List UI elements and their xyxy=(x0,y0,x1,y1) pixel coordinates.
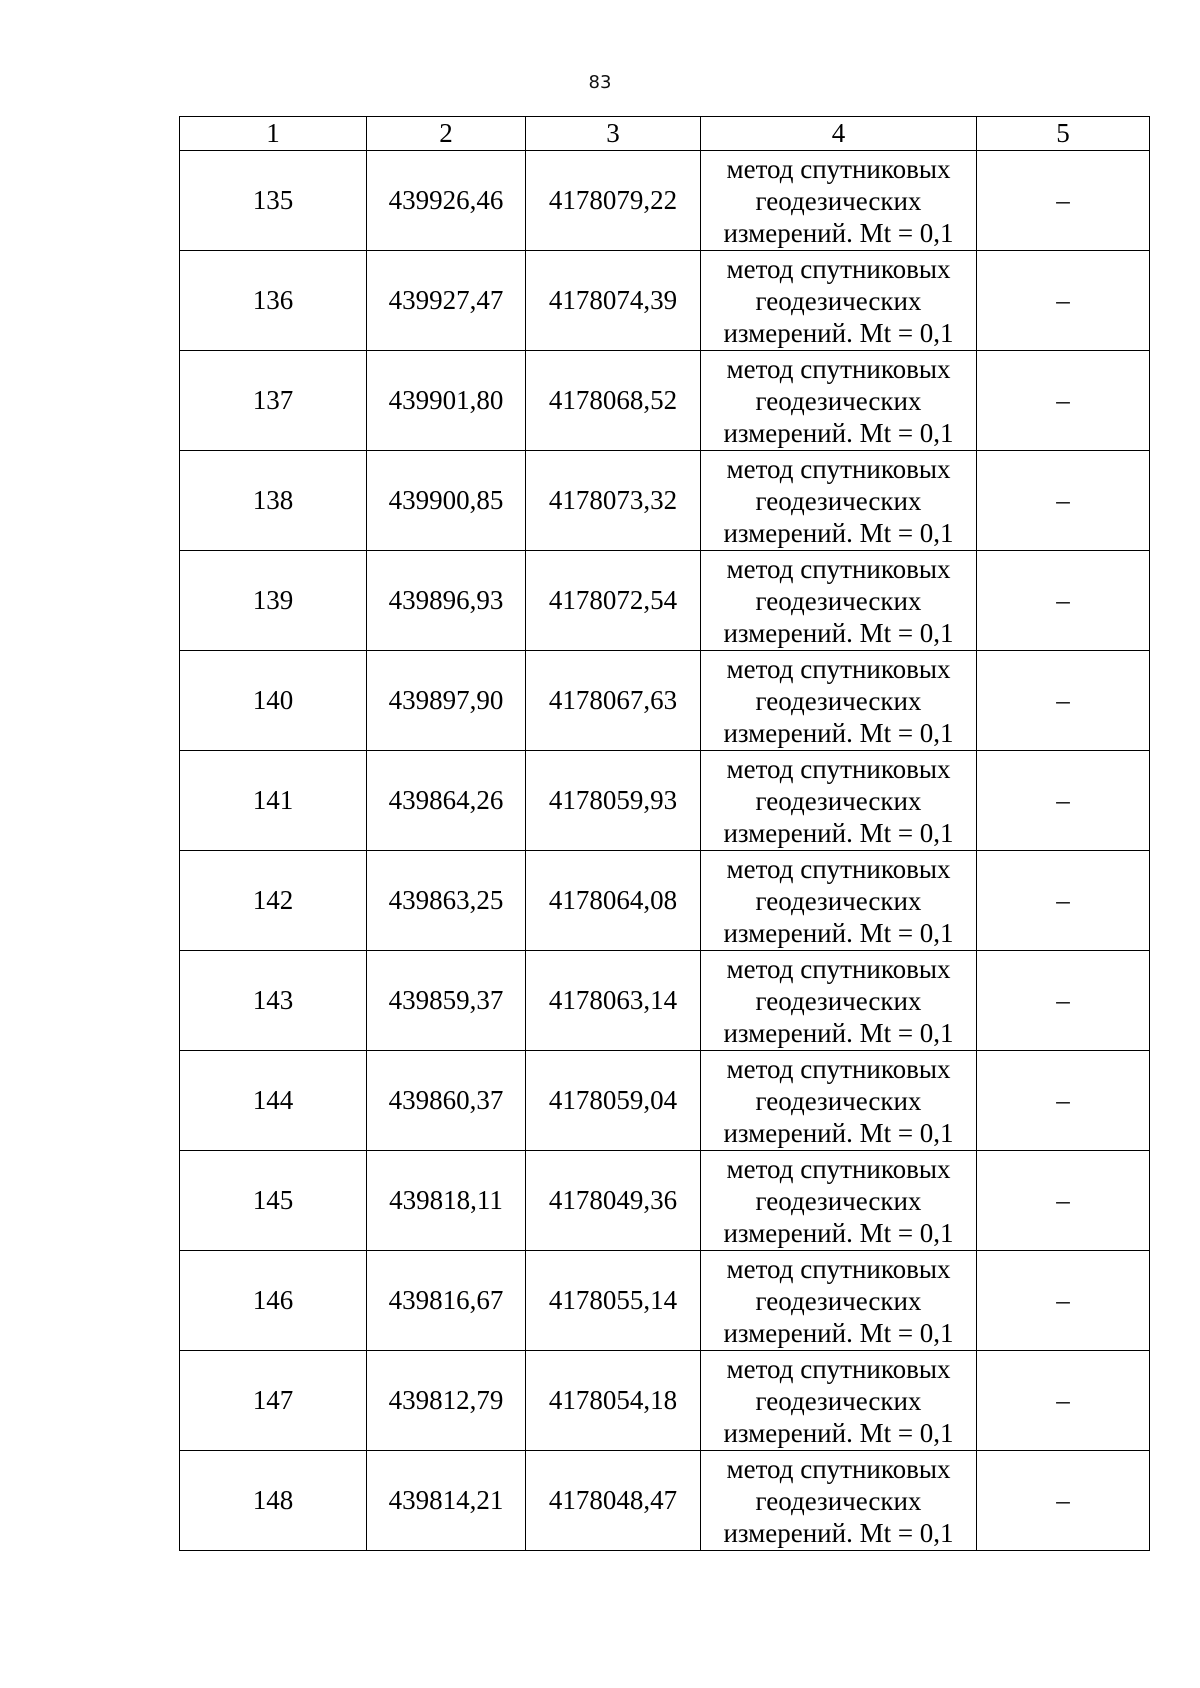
x-coordinate-cell: 439863,25 xyxy=(367,851,526,951)
x-coordinate-cell: 439816,67 xyxy=(367,1251,526,1351)
y-coordinate-cell: 4178063,14 xyxy=(526,951,701,1051)
table-row xyxy=(180,251,1150,351)
x-coordinate-cell: 439926,46 xyxy=(367,151,526,251)
point-number-cell: 140 xyxy=(180,651,367,751)
method-text-line: метод спутниковых xyxy=(726,1253,951,1284)
note-cell: – xyxy=(977,151,1150,251)
method-text-line: измерений. Mt = 0,1 xyxy=(723,1517,954,1548)
method-text-line: геодезических xyxy=(755,1285,922,1316)
point-number-cell: 141 xyxy=(180,751,367,851)
point-number-cell: 135 xyxy=(180,151,367,251)
y-coordinate-cell: 4178068,52 xyxy=(526,351,701,451)
x-coordinate-cell: 439859,37 xyxy=(367,951,526,1051)
method-text-line: измерений. Mt = 0,1 xyxy=(723,917,954,948)
method-cell xyxy=(701,651,977,751)
method-text-line: измерений. Mt = 0,1 xyxy=(723,1317,954,1348)
method-cell xyxy=(701,1151,977,1251)
x-coordinate-cell: 439814,21 xyxy=(367,1451,526,1551)
method-text-line: метод спутниковых xyxy=(726,1453,951,1484)
method-text-line: измерений. Mt = 0,1 xyxy=(723,1417,954,1448)
x-coordinate-cell: 439897,90 xyxy=(367,651,526,751)
method-cell xyxy=(701,551,977,651)
method-cell xyxy=(701,251,977,351)
page-number: 83 xyxy=(588,72,612,93)
method-text-line: геодезических xyxy=(755,785,922,816)
note-cell: – xyxy=(977,1351,1150,1451)
method-text-line: геодезических xyxy=(755,485,922,516)
table-row xyxy=(180,1051,1150,1151)
method-text-line: метод спутниковых xyxy=(726,653,951,684)
y-coordinate-cell: 4178072,54 xyxy=(526,551,701,651)
point-number-cell: 148 xyxy=(180,1451,367,1551)
method-text-line: измерений. Mt = 0,1 xyxy=(723,417,954,448)
point-number-cell: 138 xyxy=(180,451,367,551)
method-cell xyxy=(701,151,977,251)
note-cell: – xyxy=(977,451,1150,551)
table-row xyxy=(180,1251,1150,1351)
method-text-line: геодезических xyxy=(755,385,922,416)
x-coordinate-cell: 439927,47 xyxy=(367,251,526,351)
method-text-line: геодезических xyxy=(755,1485,922,1516)
table-row xyxy=(180,551,1150,651)
table-row xyxy=(180,1351,1150,1451)
y-coordinate-cell: 4178054,18 xyxy=(526,1351,701,1451)
point-number-cell: 146 xyxy=(180,1251,367,1351)
table-row xyxy=(180,151,1150,251)
note-cell: – xyxy=(977,651,1150,751)
method-text-line: измерений. Mt = 0,1 xyxy=(723,717,954,748)
x-coordinate-cell: 439860,37 xyxy=(367,1051,526,1151)
method-text-line: геодезических xyxy=(755,185,922,216)
table-row xyxy=(180,851,1150,951)
point-number-cell: 145 xyxy=(180,1151,367,1251)
x-coordinate-cell: 439864,26 xyxy=(367,751,526,851)
method-text-line: геодезических xyxy=(755,285,922,316)
method-text-line: метод спутниковых xyxy=(726,953,951,984)
method-cell xyxy=(701,1051,977,1151)
column-header-3: 3 xyxy=(526,117,701,151)
method-text-line: метод спутниковых xyxy=(726,1353,951,1384)
x-coordinate-cell: 439900,85 xyxy=(367,451,526,551)
method-text-line: измерений. Mt = 0,1 xyxy=(723,1017,954,1048)
table-row xyxy=(180,751,1150,851)
x-coordinate-cell: 439896,93 xyxy=(367,551,526,651)
y-coordinate-cell: 4178055,14 xyxy=(526,1251,701,1351)
table-row xyxy=(180,1451,1150,1551)
method-cell xyxy=(701,1351,977,1451)
y-coordinate-cell: 4178067,63 xyxy=(526,651,701,751)
method-text-line: измерений. Mt = 0,1 xyxy=(723,1217,954,1248)
point-number-cell: 143 xyxy=(180,951,367,1051)
table-row xyxy=(180,451,1150,551)
point-number-cell: 142 xyxy=(180,851,367,951)
note-cell: – xyxy=(977,1051,1150,1151)
x-coordinate-cell: 439812,79 xyxy=(367,1351,526,1451)
table-body xyxy=(180,151,1150,1551)
method-text-line: геодезических xyxy=(755,1085,922,1116)
point-number-cell: 144 xyxy=(180,1051,367,1151)
method-text-line: измерений. Mt = 0,1 xyxy=(723,817,954,848)
table-header-row xyxy=(180,117,1150,151)
table-row xyxy=(180,1151,1150,1251)
method-text-line: геодезических xyxy=(755,1185,922,1216)
point-number-cell: 136 xyxy=(180,251,367,351)
method-text-line: измерений. Mt = 0,1 xyxy=(723,517,954,548)
note-cell: – xyxy=(977,551,1150,651)
method-text-line: метод спутниковых xyxy=(726,1053,951,1084)
column-header-4: 4 xyxy=(701,117,977,151)
y-coordinate-cell: 4178064,08 xyxy=(526,851,701,951)
method-text-line: геодезических xyxy=(755,585,922,616)
method-text-line: измерений. Mt = 0,1 xyxy=(723,217,954,248)
note-cell: – xyxy=(977,1251,1150,1351)
table-row xyxy=(180,351,1150,451)
y-coordinate-cell: 4178048,47 xyxy=(526,1451,701,1551)
column-header-1: 1 xyxy=(180,117,367,151)
method-text-line: геодезических xyxy=(755,885,922,916)
method-cell xyxy=(701,1251,977,1351)
method-cell xyxy=(701,351,977,451)
y-coordinate-cell: 4178073,32 xyxy=(526,451,701,551)
y-coordinate-cell: 4178074,39 xyxy=(526,251,701,351)
method-text-line: геодезических xyxy=(755,1385,922,1416)
note-cell: – xyxy=(977,351,1150,451)
point-number-cell: 137 xyxy=(180,351,367,451)
note-cell: – xyxy=(977,751,1150,851)
method-text-line: геодезических xyxy=(755,685,922,716)
method-cell xyxy=(701,451,977,551)
note-cell: – xyxy=(977,951,1150,1051)
note-cell: – xyxy=(977,851,1150,951)
y-coordinate-cell: 4178049,36 xyxy=(526,1151,701,1251)
method-text-line: метод спутниковых xyxy=(726,753,951,784)
point-number-cell: 147 xyxy=(180,1351,367,1451)
column-header-5: 5 xyxy=(977,117,1150,151)
method-text-line: измерений. Mt = 0,1 xyxy=(723,1117,954,1148)
method-text-line: метод спутниковых xyxy=(726,1153,951,1184)
method-text-line: метод спутниковых xyxy=(726,453,951,484)
method-text-line: метод спутниковых xyxy=(726,553,951,584)
x-coordinate-cell: 439901,80 xyxy=(367,351,526,451)
method-cell xyxy=(701,851,977,951)
method-text-line: измерений. Mt = 0,1 xyxy=(723,617,954,648)
coordinates-table xyxy=(179,116,1150,1551)
note-cell: – xyxy=(977,1151,1150,1251)
x-coordinate-cell: 439818,11 xyxy=(367,1151,526,1251)
method-cell xyxy=(701,751,977,851)
method-cell xyxy=(701,951,977,1051)
method-text-line: метод спутниковых xyxy=(726,353,951,384)
note-cell: – xyxy=(977,1451,1150,1551)
method-text-line: измерений. Mt = 0,1 xyxy=(723,317,954,348)
table-row xyxy=(180,651,1150,751)
column-header-2: 2 xyxy=(367,117,526,151)
y-coordinate-cell: 4178079,22 xyxy=(526,151,701,251)
y-coordinate-cell: 4178059,93 xyxy=(526,751,701,851)
method-text-line: метод спутниковых xyxy=(726,253,951,284)
table-row xyxy=(180,951,1150,1051)
y-coordinate-cell: 4178059,04 xyxy=(526,1051,701,1151)
method-cell xyxy=(701,1451,977,1551)
method-text-line: метод спутниковых xyxy=(726,853,951,884)
method-text-line: геодезических xyxy=(755,985,922,1016)
method-text-line: метод спутниковых xyxy=(726,153,951,184)
point-number-cell: 139 xyxy=(180,551,367,651)
note-cell: – xyxy=(977,251,1150,351)
